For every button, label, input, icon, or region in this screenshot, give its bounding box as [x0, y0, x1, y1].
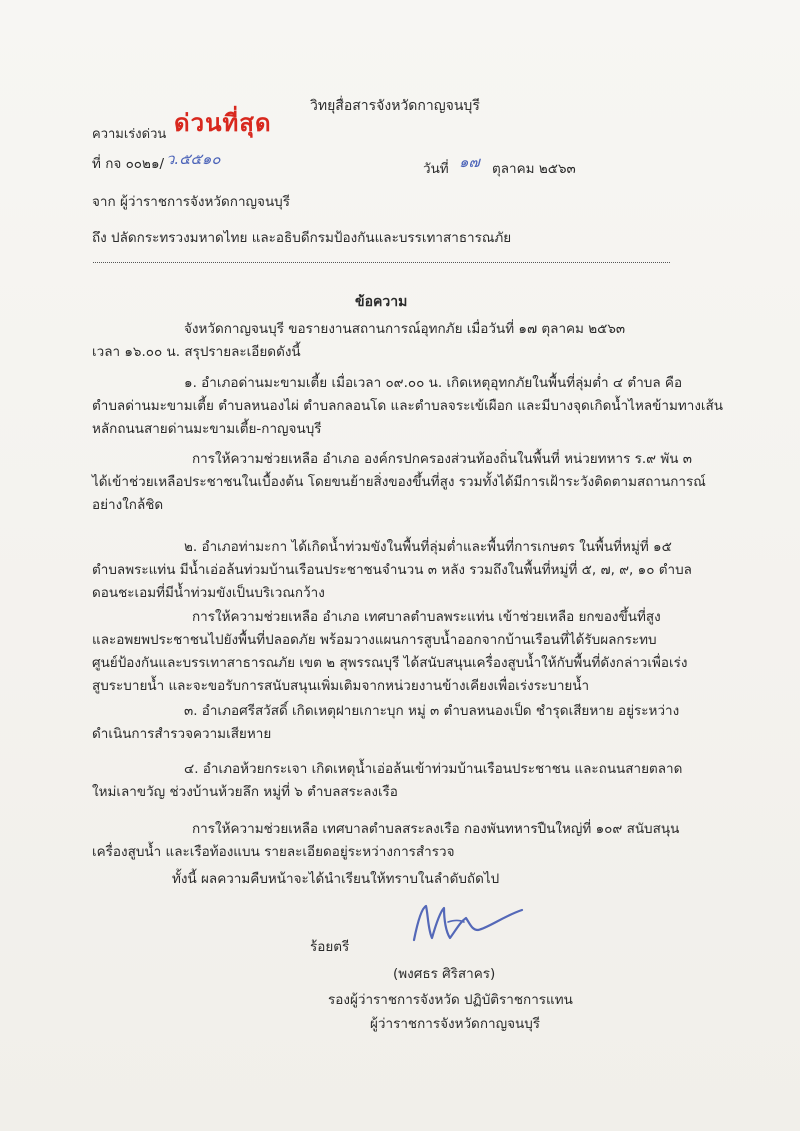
item4-help-paragraph [92, 818, 712, 864]
closing-rank: ร้อยตรี [310, 939, 350, 955]
item1-help-line: ได้เข้าช่วยเหลือประชาชนในเบื้องต้น โดยขนย้ายสิ่งของขึ้นที่สูง รวมทั้งได้มีการเฝ้าระวังติดตามสถานการณ์ [92, 474, 706, 490]
message-title: ข้อความ [355, 294, 408, 310]
conclusion-paragraph [92, 868, 712, 891]
item2-line: ตำบลพระแท่น มีน้ำเอ่อล้นท่วมบ้านเรือนประชาชนจำนวน ๓ หลัง รวมถึงในพื้นที่หมู่ที่ ๕, ๗, ๙, ๑๐ ตำบล [92, 562, 692, 578]
item2-help-line: สูบระบายน้ำ และจะขอรับการสนับสนุนเพิ่มเติมจากหน่วยงานข้างเคียงเพื่อเร่งระบายน้ำ [92, 678, 590, 694]
item2-line: ๒. อำเภอท่ามะกา ได้เกิดน้ำท่วมขังในพื้นที่ลุ่มต่ำและพื้นที่การเกษตร ในพื้นที่หมู่ที่ ๑๕ [184, 539, 672, 555]
item3-line: ดำเนินการสำรวจความเสียหาย [92, 726, 272, 742]
item2-help-line: ศูนย์ป้องกันและบรรเทาสาธารณภัย เขต ๒ สุพรรณบุรี ได้สนับสนุนเครื่องสูบน้ำให้กับพื้นที่ดังกล่าวเพื่อเร่ง [92, 655, 688, 671]
item4-help-line: การให้ความช่วยเหลือ เทศบาลตำบลสระลงเรือ กองพันทหารปืนใหญ่ที่ ๑๐๙ สนับสนุน [192, 821, 680, 837]
date-label: วันที่ [423, 161, 449, 177]
item1-line: หลักถนนสายด่านมะขามเตี้ย-กาญจนบุรี [92, 421, 322, 437]
dotted-divider [93, 262, 670, 263]
signer-position: รองผู้ว่าราชการจังหวัด ปฏิบัติราชการแทน [328, 992, 573, 1008]
from-line: จาก ผู้ว่าราชการจังหวัดกาญจนบุรี [92, 194, 290, 210]
date-month-year: ตุลาคม ๒๕๖๓ [492, 161, 576, 177]
item2-paragraph [92, 536, 712, 605]
item2-help-line: การให้ความช่วยเหลือ อำเภอ เทศบาลตำบลพระแท่น เข้าช่วยเหลือ ยกของขึ้นที่สูง [192, 609, 661, 625]
item3-line: ๓. อำเภอศรีสวัสดิ์ เกิดเหตุฝายเกาะบุก หมู่ ๓ ตำบลหนองเป็ด ชำรุดเสียหาย อยู่ระหว่าง [184, 703, 680, 719]
item1-help-paragraph [92, 448, 712, 517]
date-day-handwritten: ๑๗ [459, 153, 480, 171]
signer-position-governor: ผู้ว่าราชการจังหวัดกาญจนบุรี [370, 1016, 541, 1032]
intro-paragraph [92, 318, 712, 364]
item1-help-line: อย่างใกล้ชิด [92, 497, 164, 513]
document-header-title: วิทยุสื่อสารจังหวัดกาญจนบุรี [310, 98, 480, 114]
item2-help-paragraph [92, 606, 712, 698]
item4-line: ๔. อำเภอห้วยกระเจา เกิดเหตุน้ำเอ่อล้นเข้าท่วมบ้านเรือนประชาชน และถนนสายตลาด [184, 761, 683, 777]
urgency-stamp: ด่วนที่สุด [174, 109, 272, 137]
item2-line: ดอนชะเอมที่มีน้ำท่วมขังเป็นบริเวณกว้าง [92, 585, 325, 601]
reference-number-label: ที่ กจ ๐๐๒๑/ [92, 156, 165, 172]
item4-paragraph [92, 758, 712, 804]
to-line: ถึง ปลัดกระทรวงมหาดไทย และอธิบดีกรมป้องกันและบรรเทาสาธารณภัย [92, 230, 512, 246]
conclusion-line: ทั้งนี้ ผลความคืบหน้าจะได้นำเรียนให้ทราบในลำดับถัดไป [172, 871, 500, 887]
handwritten-signature [408, 900, 528, 950]
intro-line: เวลา ๑๖.๐๐ น. สรุปรายละเอียดดังนี้ [92, 344, 301, 360]
item4-line: ใหม่เลาขวัญ ช่วงบ้านห้วยลึก หมู่ที่ ๖ ตำบลสระลงเรือ [92, 784, 398, 800]
signer-name: (พงศธร ศิริสาคร) [393, 966, 496, 982]
item3-paragraph [92, 700, 712, 746]
intro-line: จังหวัดกาญจนบุรี ขอรายงานสถานการณ์อุทกภัย เมื่อวันที่ ๑๗ ตุลาคม ๒๕๖๓ [184, 321, 626, 337]
reference-number-handwritten: ว.๕๕๑๐ [166, 150, 221, 168]
item1-line: ๑. อำเภอด่านมะขามเตี้ย เมื่อเวลา ๐๙.๐๐ น. เกิดเหตุอุทกภัยในพื้นที่ลุ่มต่ำ ๔ ตำบล คือ [184, 375, 683, 391]
urgency-label: ความเร่งด่วน [92, 127, 167, 142]
item1-paragraph [92, 372, 723, 441]
item1-line: ตำบลด่านมะขามเตี้ย ตำบลหนองไผ่ ตำบลกลอนโด และตำบลจระเข้เผือก และมีบางจุดเกิดน้ำไหลข้ามทางเส้น [92, 398, 723, 414]
item2-help-line: และอพยพประชาชนไปยังพื้นที่ปลอดภัย พร้อมวางแผนการสูบน้ำออกจากบ้านเรือนที่ได้รับผลกระทบ [92, 632, 657, 648]
item4-help-line: เครื่องสูบน้ำ และเรือท้องแบน รายละเอียดอยู่ระหว่างการสำรวจ [92, 844, 455, 860]
item1-help-line: การให้ความช่วยเหลือ อำเภอ องค์กรปกครองส่วนท้องถิ่นในพื้นที่ หน่วยทหาร ร.๙ พัน ๓ [192, 451, 693, 467]
